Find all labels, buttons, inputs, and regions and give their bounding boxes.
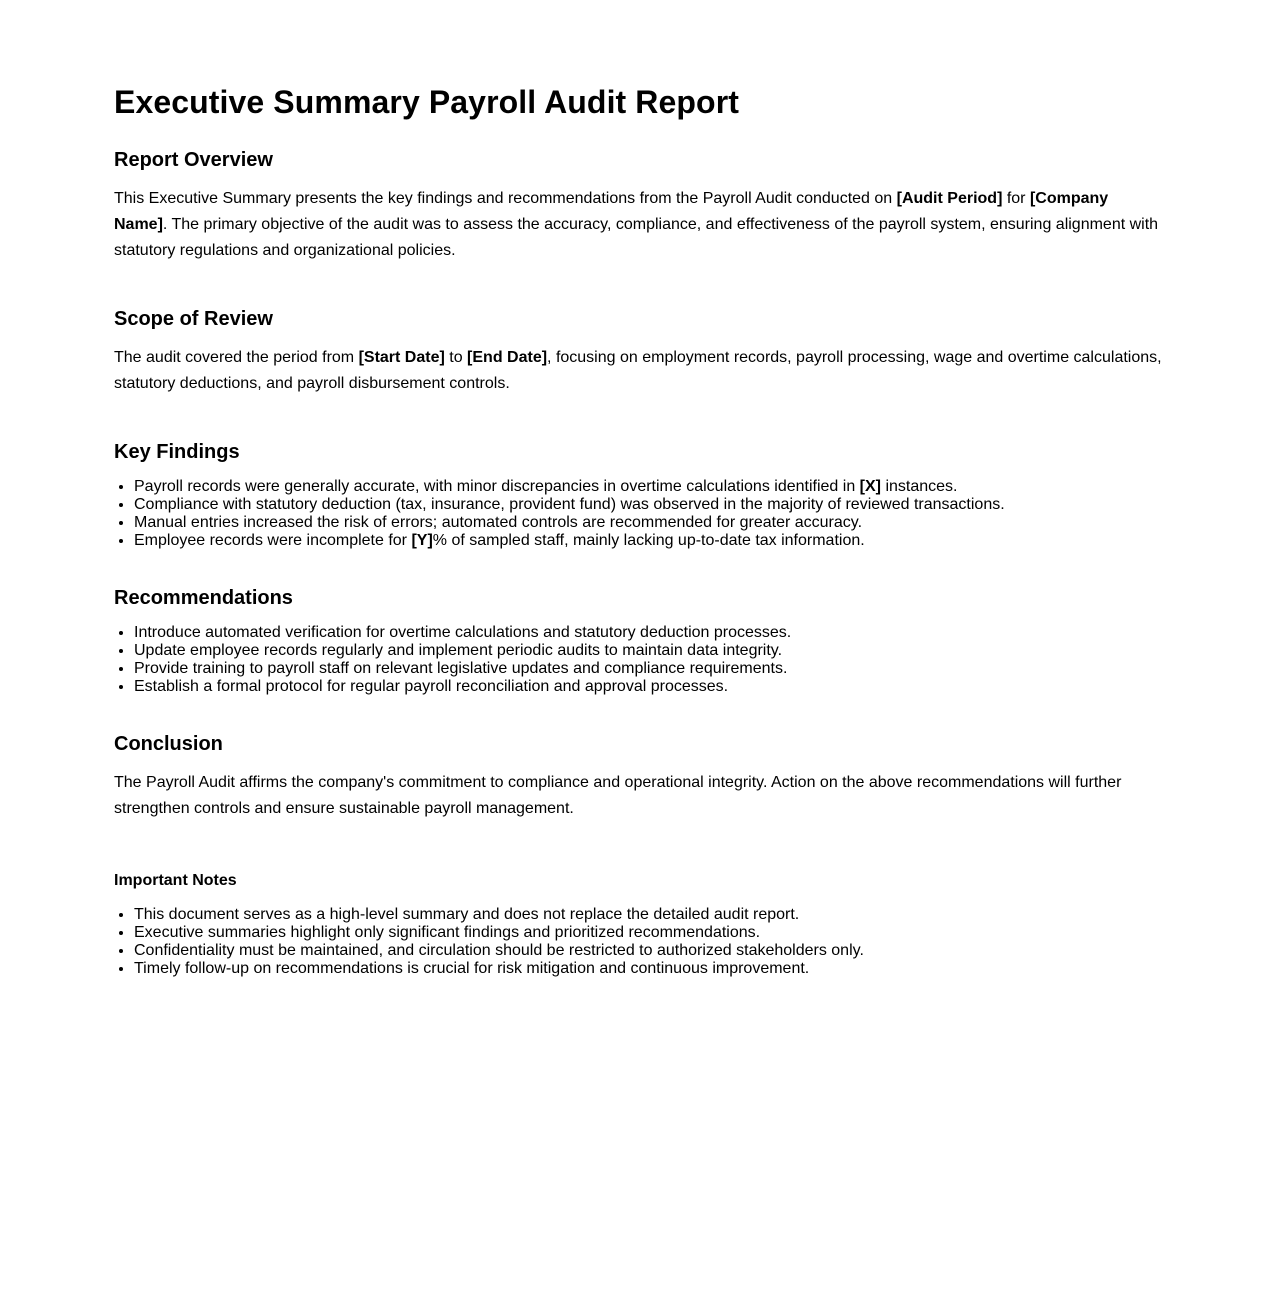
overview-text-part: . The primary objective of the audit was to assess the accuracy, compliance, and effectiveness of the payroll system, ensuring alignment with statutory regulations and organizational policies.	[114, 216, 1159, 259]
start-date-placeholder: [Start Date]	[358, 349, 445, 366]
list-item: • Introduce automated verification for overtime calculations and statutory deduction processes.	[134, 624, 1164, 642]
list-item: • This document serves as a high-level summary and does not replace the detailed audit report.	[134, 906, 1164, 924]
end-date-placeholder: [End Date]	[467, 349, 548, 366]
report-overview-text	[114, 186, 1164, 264]
x-placeholder: [X]	[859, 478, 881, 495]
overview-text-part: for	[1002, 190, 1030, 207]
recommendations-list	[114, 624, 1164, 696]
recommendations-heading: Recommendations	[114, 587, 293, 609]
list-item: • Update employee records regularly and implement periodic audits to maintain data integrity.	[134, 642, 1164, 660]
company-name-placeholder: [Company Name]	[114, 190, 1109, 233]
list-item: • Confidentiality must be maintained, and circulation should be restricted to authorized stakeholders only.	[134, 942, 1164, 960]
list-item: • Timely follow-up on recommendations is crucial for risk mitigation and continuous improvement.	[134, 960, 1164, 978]
report-overview-heading: Report Overview	[114, 149, 273, 171]
finding-text: instances.	[881, 478, 958, 495]
list-item: • Establish a formal protocol for regular payroll reconciliation and approval processes.	[134, 678, 1164, 696]
conclusion-heading: Conclusion	[114, 733, 223, 755]
finding-text: Employee records were incomplete for	[134, 532, 412, 549]
scope-text	[114, 345, 1164, 397]
finding-text: % of sampled staff, mainly lacking up-to-date tax information.	[432, 532, 865, 549]
conclusion-section	[114, 732, 1164, 822]
scope-text-part: The audit covered the period from	[114, 349, 359, 366]
recommendations-section	[114, 586, 1164, 696]
audit-period-placeholder: [Audit Period]	[896, 190, 1003, 207]
list-item	[134, 478, 1164, 496]
list-item: • Provide training to payroll staff on relevant legislative updates and compliance requirements.	[134, 660, 1164, 678]
important-notes-heading: Important Notes	[114, 872, 237, 889]
report-overview-section	[114, 148, 1164, 264]
finding-text: Payroll records were generally accurate, with minor discrepancies in overtime calculations identified in	[134, 478, 860, 495]
conclusion-text: The Payroll Audit affirms the company's commitment to compliance and operational integrity. Action on the above recommendations will further strengthen controls and ensure sustainable payroll management.	[114, 774, 1122, 817]
scope-text-part: to	[444, 349, 468, 366]
list-item: • Manual entries increased the risk of errors; automated controls are recommended for greater accuracy.	[134, 514, 1164, 532]
key-findings-section	[114, 440, 1164, 550]
scope-text-part: , focusing on employment records, payroll processing, wage and overtime calculations, statutory deductions, and payroll disbursement controls.	[114, 349, 1162, 392]
overview-text-part: This Executive Summary presents the key findings and recommendations from the Payroll Audit conducted on	[114, 190, 897, 207]
key-findings-heading: Key Findings	[114, 441, 240, 463]
y-placeholder: [Y]	[411, 532, 433, 549]
scope-heading: Scope of Review	[114, 308, 273, 330]
key-findings-list	[114, 478, 1164, 550]
list-item: • Executive summaries highlight only significant findings and prioritized recommendations.	[134, 924, 1164, 942]
document-title: Executive Summary Payroll Audit Report	[114, 84, 740, 120]
scope-section	[114, 307, 1164, 397]
important-notes-section	[114, 871, 1164, 978]
important-notes-list	[114, 906, 1164, 978]
list-item: • Compliance with statutory deduction (tax, insurance, provident fund) was observed in the majority of reviewed transactions.	[134, 496, 1164, 514]
list-item	[134, 532, 1164, 550]
